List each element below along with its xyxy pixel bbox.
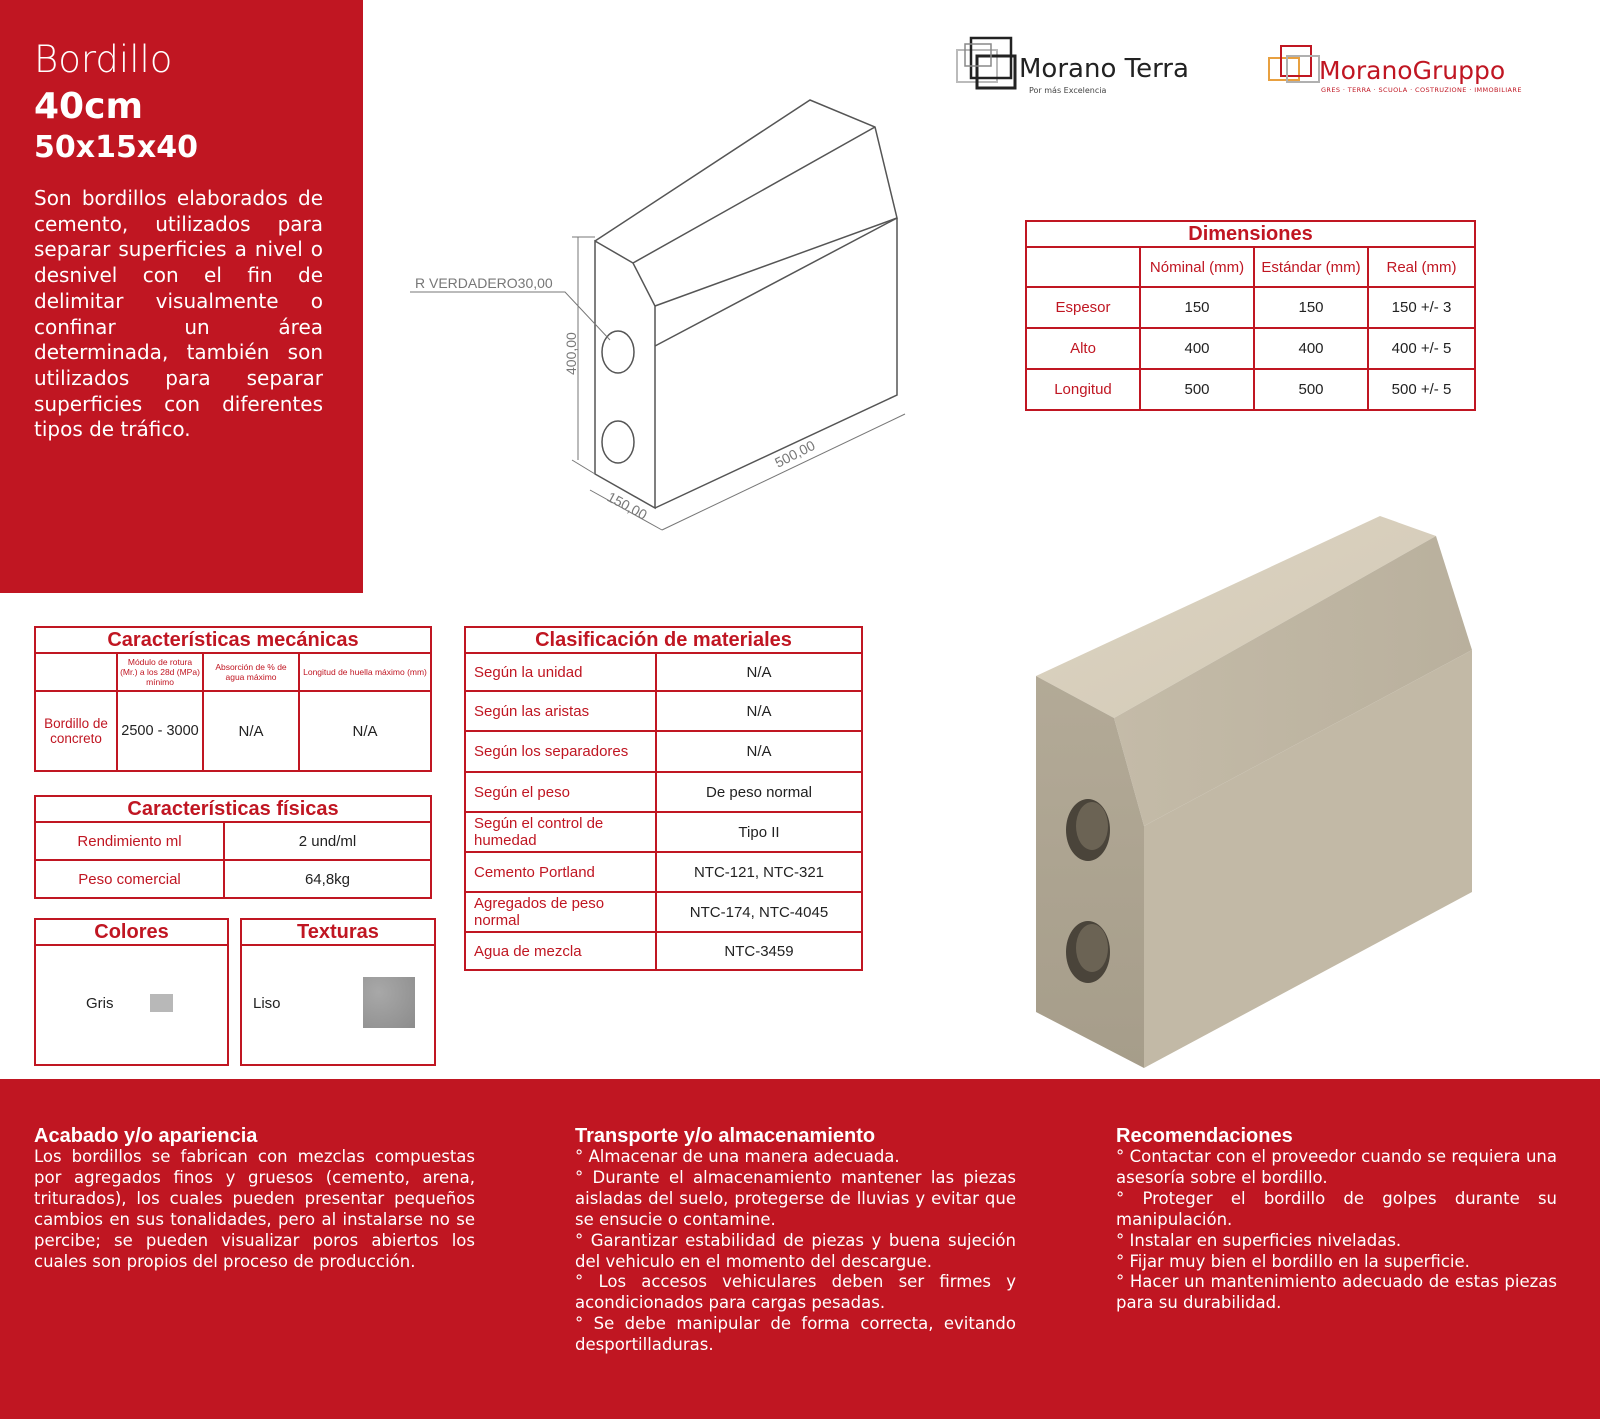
- cell-value: 2500 - 3000: [117, 691, 203, 771]
- list-item: ° Contactar con el proveedor cuando se requiera una asesoría sobre el bordillo.: [1116, 1147, 1557, 1187]
- cell-value: N/A: [656, 731, 862, 772]
- table-row: [465, 852, 862, 892]
- curb-render: [1030, 512, 1490, 1072]
- hero-panel: [0, 0, 363, 593]
- mechanical-col-header: Módulo de rotura (Mr.) a los 28d (MPa) mínimo: [117, 653, 203, 691]
- list-item: ° Se debe manipular de forma correcta, evitando desportilladuras.: [575, 1314, 1016, 1355]
- materials-title: Clasificación de materiales: [465, 627, 862, 653]
- cell-value: 400: [1140, 328, 1254, 369]
- list-item: ° Fijar muy bien el bordillo en la superficie.: [1116, 1251, 1470, 1271]
- physical-table: [34, 795, 432, 899]
- cell-value: 150 +/- 3: [1368, 287, 1475, 328]
- table-row: [465, 691, 862, 731]
- row-label: Agua de mezcla: [465, 932, 656, 970]
- list-item: ° Garantizar estabilidad de piezas y buena sujeción del vehiculo en el momento del descargue.: [575, 1230, 1016, 1271]
- table-row: [465, 812, 862, 852]
- terra-squares-icon: [955, 36, 1025, 94]
- table-row: [1026, 328, 1475, 369]
- cell-value: N/A: [203, 691, 299, 771]
- finish-text: Los bordillos se fabrican con mezclas compuestas por agregados finos y gruesos (cemento, arena, triturados), los cuales pueden presentar pequeños cambios en sus tonalidades, pero al instalarse no se percibe; se pueden visualizar poros abiertos los cuales son propios del proceso de producción.: [34, 1147, 475, 1271]
- cell-value: 64,8kg: [224, 860, 431, 898]
- recommendations-title: Recomendaciones: [1116, 1125, 1293, 1147]
- length-label: 500,00: [772, 436, 818, 471]
- cell-value: N/A: [656, 653, 862, 691]
- list-item: ° Proteger el bordillo de golpes durante su manipulación.: [1116, 1188, 1557, 1229]
- cell-value: 500 +/- 5: [1368, 369, 1475, 410]
- cell-value: 150: [1140, 287, 1254, 328]
- cell-value: Tipo II: [656, 812, 862, 852]
- cell-value: De peso normal: [656, 772, 862, 812]
- table-row: [35, 822, 431, 860]
- table-row: [1026, 369, 1475, 410]
- color-label: Gris: [86, 995, 114, 1012]
- row-label: Según los separadores: [465, 731, 656, 772]
- list-item: ° Almacenar de una manera adecuada.: [575, 1147, 900, 1166]
- mechanical-col-header: Longitud de huella máximo (mm): [299, 653, 431, 691]
- cell-value: 500: [1140, 369, 1254, 410]
- row-label: Según la unidad: [465, 653, 656, 691]
- physical-title: Características físicas: [35, 796, 431, 822]
- colors-box: [34, 918, 229, 1066]
- cell-value: 500: [1254, 369, 1368, 410]
- row-label: Espesor: [1026, 287, 1140, 328]
- texture-swatch: [363, 977, 415, 1028]
- table-row: [35, 691, 431, 771]
- recommendations-section: [1116, 1125, 1557, 1314]
- dimensions-title: Dimensiones: [1026, 221, 1475, 247]
- row-label: Rendimiento ml: [35, 822, 224, 860]
- dimensions-col-header: Real (mm): [1368, 247, 1475, 287]
- cell-value: NTC-174, NTC-4045: [656, 892, 862, 932]
- table-row: [465, 892, 862, 932]
- mechanical-col-header: Absorción de % de agua máximo: [203, 653, 299, 691]
- textures-box: [240, 918, 436, 1066]
- cell-value: N/A: [656, 691, 862, 731]
- technical-drawing: [400, 90, 920, 550]
- cell-value: 150: [1254, 287, 1368, 328]
- gruppo-squares-icon: [1267, 42, 1327, 88]
- dimensions-table: [1025, 220, 1476, 411]
- mechanical-corner: [35, 653, 117, 691]
- list-item: ° Instalar en superficies niveladas.: [1116, 1230, 1402, 1250]
- cell-value: 400: [1254, 328, 1368, 369]
- mechanical-title: Características mecánicas: [35, 627, 431, 653]
- cell-value: NTC-121, NTC-321: [656, 852, 862, 892]
- radius-label: R VERDADERO30,00: [415, 275, 553, 291]
- cell-value: 400 +/- 5: [1368, 328, 1475, 369]
- dimensions-col-header: Nóminal (mm): [1140, 247, 1254, 287]
- cell-value: N/A: [299, 691, 431, 771]
- finish-title: Acabado y/o apariencia: [34, 1125, 258, 1147]
- list-item: ° Hacer un mantenimiento adecuado de estas piezas para su durabilidad.: [1116, 1272, 1557, 1313]
- gruppo-tagline: GRES · TERRA · SCUOLA · COSTRUZIONE · IMMOBILIARE: [1321, 86, 1522, 94]
- row-label: Según el control de humedad: [465, 812, 656, 852]
- row-label: Agregados de peso normal: [465, 892, 656, 932]
- gruppo-name: MoranoGruppo: [1319, 56, 1506, 85]
- texture-label: Liso: [253, 995, 281, 1012]
- table-row: [465, 772, 862, 812]
- morano-gruppo-logo: [1267, 40, 1537, 100]
- product-description: Son bordillos elaborados de cemento, utilizados para separar superficies a nivel o desnivel con el fin de delimitar visualmente o confinar un área determinada, también son utilizados para separar superficies con diferentes tipos de tráfico.: [34, 186, 323, 442]
- width-label: 150,00: [604, 488, 650, 523]
- cell-value: 2 und/ml: [224, 822, 431, 860]
- table-row: [465, 932, 862, 970]
- textures-title: Texturas: [242, 920, 434, 946]
- product-title: Bordillo: [34, 38, 173, 81]
- finish-section: [34, 1125, 475, 1272]
- footer-band: [0, 1079, 1600, 1419]
- list-item: ° Durante el almacenamiento mantener las piezas aisladas del suelo, protegerse de lluvias y evitar que se ensucie o contamine.: [575, 1167, 1016, 1229]
- cell-value: NTC-3459: [656, 932, 862, 970]
- row-label: Bordillo de concreto: [35, 691, 117, 771]
- product-size: 40cm: [34, 86, 143, 127]
- row-label: Peso comercial: [35, 860, 224, 898]
- dimensions-col-header: Estándar (mm): [1254, 247, 1368, 287]
- morano-terra-logo: [955, 36, 1225, 100]
- terra-name: Morano Terra: [1019, 54, 1189, 84]
- materials-table: [464, 626, 863, 971]
- row-label: Longitud: [1026, 369, 1140, 410]
- colors-title: Colores: [36, 920, 227, 946]
- row-label: Alto: [1026, 328, 1140, 369]
- list-item: ° Los accesos vehiculares deben ser firmes y acondicionados para cargas pesadas.: [575, 1272, 1016, 1313]
- terra-tagline: Por más Excelencia: [1029, 86, 1107, 95]
- row-label: Cemento Portland: [465, 852, 656, 892]
- row-label: Según las aristas: [465, 691, 656, 731]
- table-row: [465, 731, 862, 772]
- product-dimensions: 50x15x40: [34, 130, 198, 165]
- table-row: [1026, 287, 1475, 328]
- row-label: Según el peso: [465, 772, 656, 812]
- transport-section: [575, 1125, 1016, 1356]
- transport-title: Transporte y/o almacenamiento: [575, 1125, 876, 1147]
- mechanical-table: [34, 626, 432, 772]
- color-swatch: [150, 994, 173, 1012]
- table-row: [465, 653, 862, 691]
- table-row: [35, 860, 431, 898]
- height-label: 400,00: [563, 332, 579, 375]
- dimensions-corner: [1026, 247, 1140, 287]
